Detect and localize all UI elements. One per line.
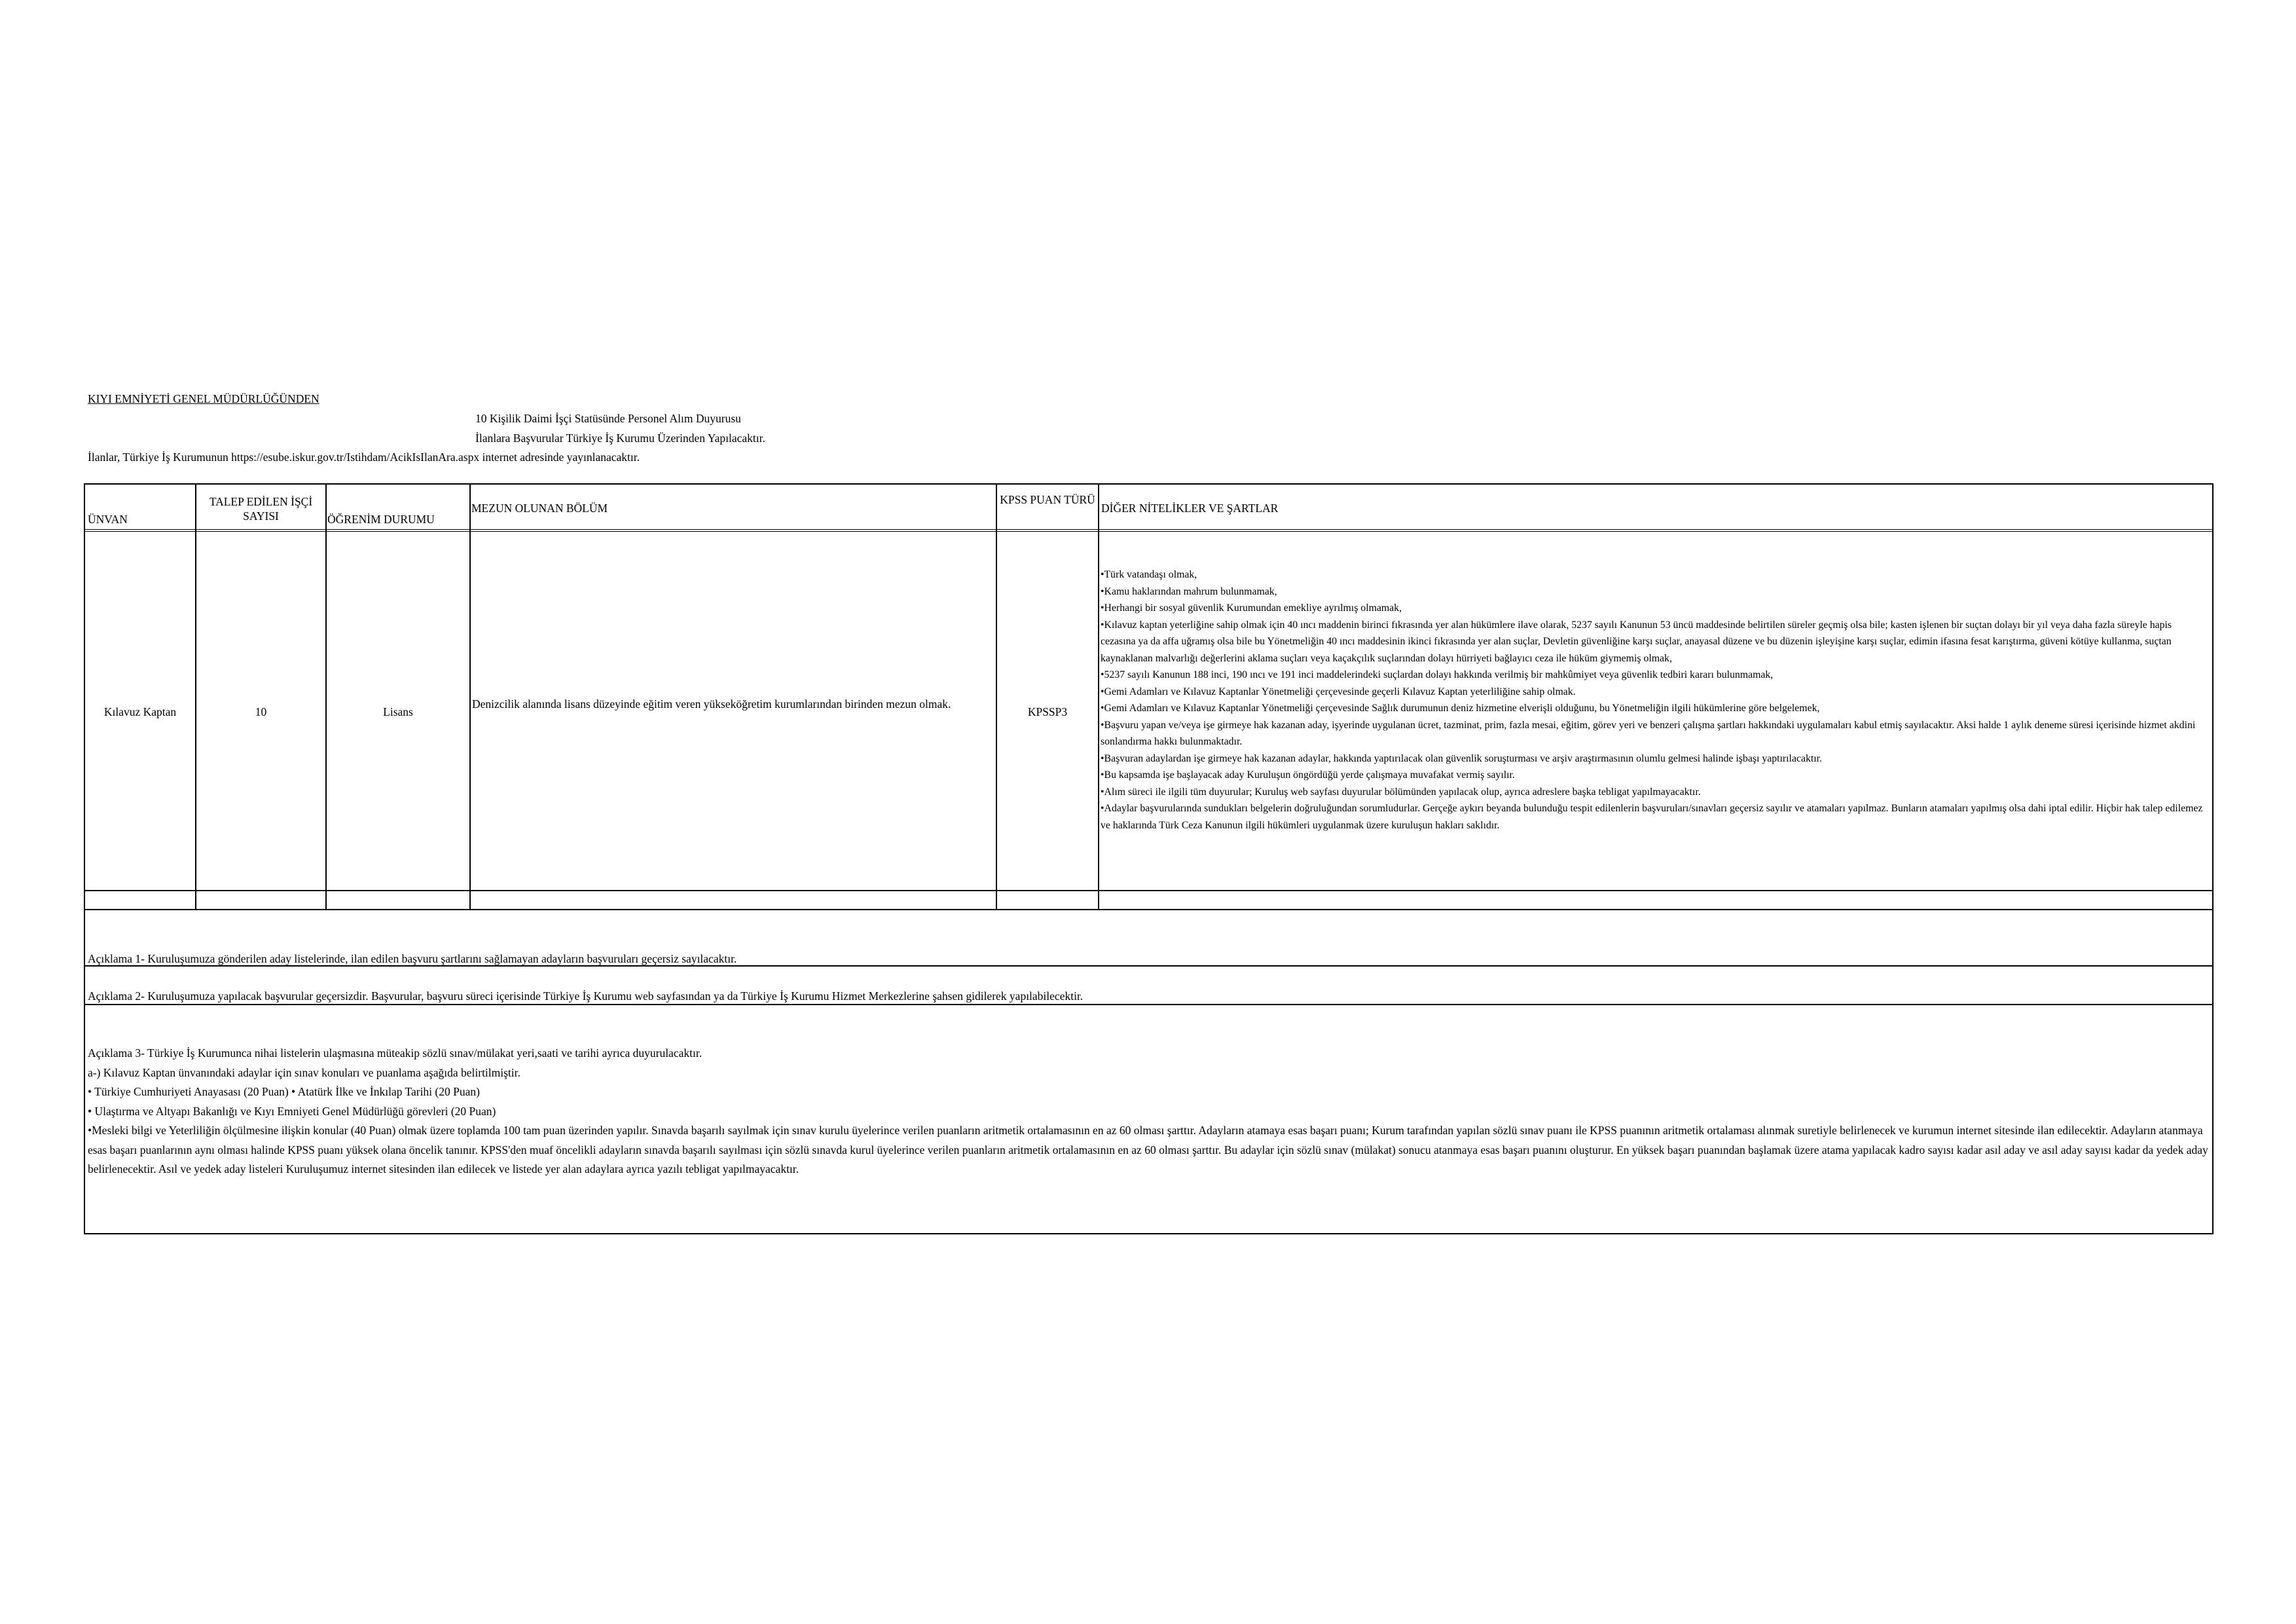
cell-talep: 10 [255, 705, 267, 718]
header-ogrenim: ÖĞRENİM DURUMU [327, 513, 435, 526]
row-divider [84, 1004, 2214, 1005]
row-divider [84, 909, 2214, 910]
explanation-1: Açıklama 1- Kuruluşumuza gönderilen aday listelerinde, ilan edilen başvuru şartlarını sağlamayan adayların başvuruları geçersiz sayılacaktır. [88, 952, 737, 965]
conditions-list [1101, 566, 2207, 834]
condition-item: •Kılavuz kaptan yeterliğine sahip olmak için 40 ıncı maddenin birinci fıkrasında yer alan hükümlere ilave olarak, 5237 sayılı Kanunun 53 üncü maddesinde belirtilen süreler geçmiş olsa bile; kasten işlenen bir suçtan dolayı bir yıl veya daha fazla süreyle hapis cezasına ya da affa uğramış olsa bile bu Yönetmeliğin 40 ıncı maddesinin ikinci fıkrasında yer alan suçlar, Devletin güvenliğine karşı suçlar, anayasal düzene ve bu düzenin işleyişine karşı suçlar, edimin ifasına fesat karıştırma, güveni kötüye kullanma, suçtan kaynaklanan malvarlığı değerlerini aklama suçları veya kaçakçılık suçlarından dolayı hürriyeti bağlayıcı ceza ile hüküm giymemiş olmak, [1101, 619, 2172, 664]
publication-note: İlanlar, Türkiye İş Kurumunun https://esube.iskur.gov.tr/Istihdam/AcikIsIlanAra.aspx internet adresinde yayınlanacaktır. [88, 451, 640, 464]
application-note: İlanlara Başvurular Türkiye İş Kurumu Üzerinden Yapılacaktır. [475, 432, 765, 445]
table-column-divider [996, 483, 997, 910]
agency-title: KIYI EMNİYETİ GENEL MÜDÜRLÜĞÜNDEN [88, 392, 319, 405]
table-column-divider [1098, 483, 1099, 910]
condition-item: •5237 sayılı Kanunun 188 inci, 190 ıncı ve 191 inci maddelerindeki suçlardan dolayı hakkında verilmiş bir mahkûmiyet veya güvenlik tedbiri kararı bulunmamak, [1101, 669, 1774, 680]
announcement-title: 10 Kişilik Daimi İşçi Statüsünde Personel Alım Duyurusu [475, 412, 741, 425]
header-unvan: ÜNVAN [88, 513, 128, 526]
condition-item: •Herhangi bir sosyal güvenlik Kurumundan emekliye ayrılmış olmamak, [1101, 602, 1402, 614]
row-divider [84, 890, 2214, 891]
cell-ogrenim: Lisans [383, 705, 413, 718]
explanation-3-line: • Ulaştırma ve Altyapı Bakanlığı ve Kıyı Emniyeti Genel Müdürlüğü görevleri (20 Puan) [88, 1104, 496, 1118]
header-talep: TALEP EDİLEN İŞÇİ SAYISI [209, 495, 313, 523]
condition-item: •Başvuru yapan ve/veya işe girmeye hak kazanan aday, işyerinde uygulanan ücret, tazminat, prim, fazla mesai, eğitim, görev yeri ve benzeri çalışma şartları hakkındaki uygulamaları kabul etmiş sayılacaktır. Aksi halde 1 aylık deneme süresi içerisinde hizmet akdini sonlandırma hakkı bulunmaktadır. [1101, 719, 2196, 747]
table-column-divider [325, 483, 327, 910]
explanation-3-line: •Mesleki bilgi ve Yeterliliğin ölçülmesine ilişkin konular (40 Puan) olmak üzere toplamda 100 tam puan üzerinden yapılır. Sınavda başarılı sayılmak için sınav kurulu üyelerince verilen puanların aritmetik ortalamasının en az 60 olması şarttır. Adayların atamaya esas başarı puanı; Kurum tarafından yapılan sözlü sınav puanı ile KPSS puanının aritmetik ortalaması alınmak suretiyle belirlenecek ve kurumun internet sitesinde ilan edilecektir. Adayların atanmaya esas başarı puanlarının aynı olması halinde KPSS puanı yüksek olana öncelik tanınır. KPSS'den muaf öncelikli adayların sınavda başarılı sayılması için sözlü sınavda kurul üyelerince verilen puanların aritmetik ortalamasının en az 60 olması şarttır. Bu adaylar için sözlü sınav (mülakat) sonucu atanmaya esas başarı puanını oluşturur. En yüksek başarı puanından başlamak üzere atama yapılacak kadro sayısı kadar asıl aday ve asıl aday sayısı kadar da yedek aday belirlenecektir. Asıl ve yedek aday listeleri Kuruluşumuz internet sitesinden ilan edilecek ve listede yer alan adaylara ayrıca yazılı tebligat yapılmayacaktır. [88, 1124, 2208, 1175]
condition-item: •Bu kapsamda işe başlayacak aday Kuruluşun öngördüğü yerde çalışmaya muvafakat vermiş sayılır. [1101, 769, 1515, 781]
explanation-3 [88, 1044, 2209, 1179]
table-column-divider [469, 483, 471, 910]
cell-unvan: Kılavuz Kaptan [103, 705, 177, 718]
explanation-2: Açıklama 2- Kuruluşumuza yapılacak başvurular geçersizdir. Başvurular, başvuru süreci içerisinde Türkiye İş Kurumu web sayfasından ya da Türkiye İş Kurumu Hizmet Merkezlerine şahsen gidilerek yapılabilecektir. [88, 989, 1084, 1003]
table-column-divider [195, 483, 196, 910]
header-kpss: KPSS PUAN TÜRÜ [1000, 493, 1095, 506]
condition-item: •Gemi Adamları ve Kılavuz Kaptanlar Yönetmeliği çerçevesinde geçerli Kılavuz Kaptan yeterliliğine sahip olmak. [1101, 686, 1576, 697]
cell-kpss: KPSSP3 [1027, 705, 1068, 718]
explanation-3-line: Açıklama 3- Türkiye İş Kurumunca nihai listelerin ulaşmasına müteakip sözlü sınav/mülakat yeri,saati ve tarihi ayrıca duyurulacaktır. [88, 1046, 702, 1060]
condition-item: •Başvuran adaylardan işe girmeye hak kazanan adaylar, hakkında yaptırılacak olan güvenlik soruşturması ve arşiv araştırmasının olumlu gelmesi halinde işbaşı yaptırılacaktır. [1101, 752, 1822, 764]
header-bolum: MEZUN OLUNAN BÖLÜM [471, 502, 608, 515]
condition-item: •Türk vatandaşı olmak, [1101, 569, 1197, 580]
cell-bolum: Denizcilik alanında lisans düzeyinde eğitim veren yükseköğretim kurumlarından birinden mezun olmak. [472, 697, 951, 710]
header-diger: DİĞER NİTELİKLER VE ŞARTLAR [1101, 502, 1279, 515]
condition-item: •Gemi Adamları ve Kılavuz Kaptanlar Yönetmeliği çerçevesinde Sağlık durumunun deniz hizmetine elverişli olduğunu, bu Yönetmeliğin ilgili hükümlerine göre belgelemek, [1101, 703, 1820, 714]
explanation-3-line: • Türkiye Cumhuriyeti Anayasası (20 Puan) • Atatürk İlke ve İnkılap Tarihi (20 Puan) [88, 1085, 480, 1098]
condition-item: •Alım süreci ile ilgili tüm duyurular; Kuruluş web sayfası duyurular bölümünden yapılacak olup, ayrıca adreslere başka tebligat yapılmayacaktır. [1101, 786, 1701, 798]
condition-item: •Adaylar başvurularında sundukları belgelerin doğruluğundan sorumludurlar. Gerçeğe aykırı beyanda bulunduğu tespit edilenlerin başvuruları/sınavları geçersiz sayılır ve atamaları yapılmaz. Bunların atamaları yapılmış olsa dahi iptal edilir. Hiçbir hak talep edilemez ve haklarında Türk Ceza Kanunun ilgili hükümleri uygulanmak üzere kuruluşun hakları saklıdır. [1101, 803, 2203, 831]
explanation-3-line: a-) Kılavuz Kaptan ünvanındaki adaylar için sınav konuları ve puanlama aşağıda belirtilmiştir. [88, 1065, 520, 1079]
header-row-divider [84, 529, 2214, 532]
condition-item: •Kamu haklarından mahrum bulunmamak, [1101, 585, 1277, 597]
